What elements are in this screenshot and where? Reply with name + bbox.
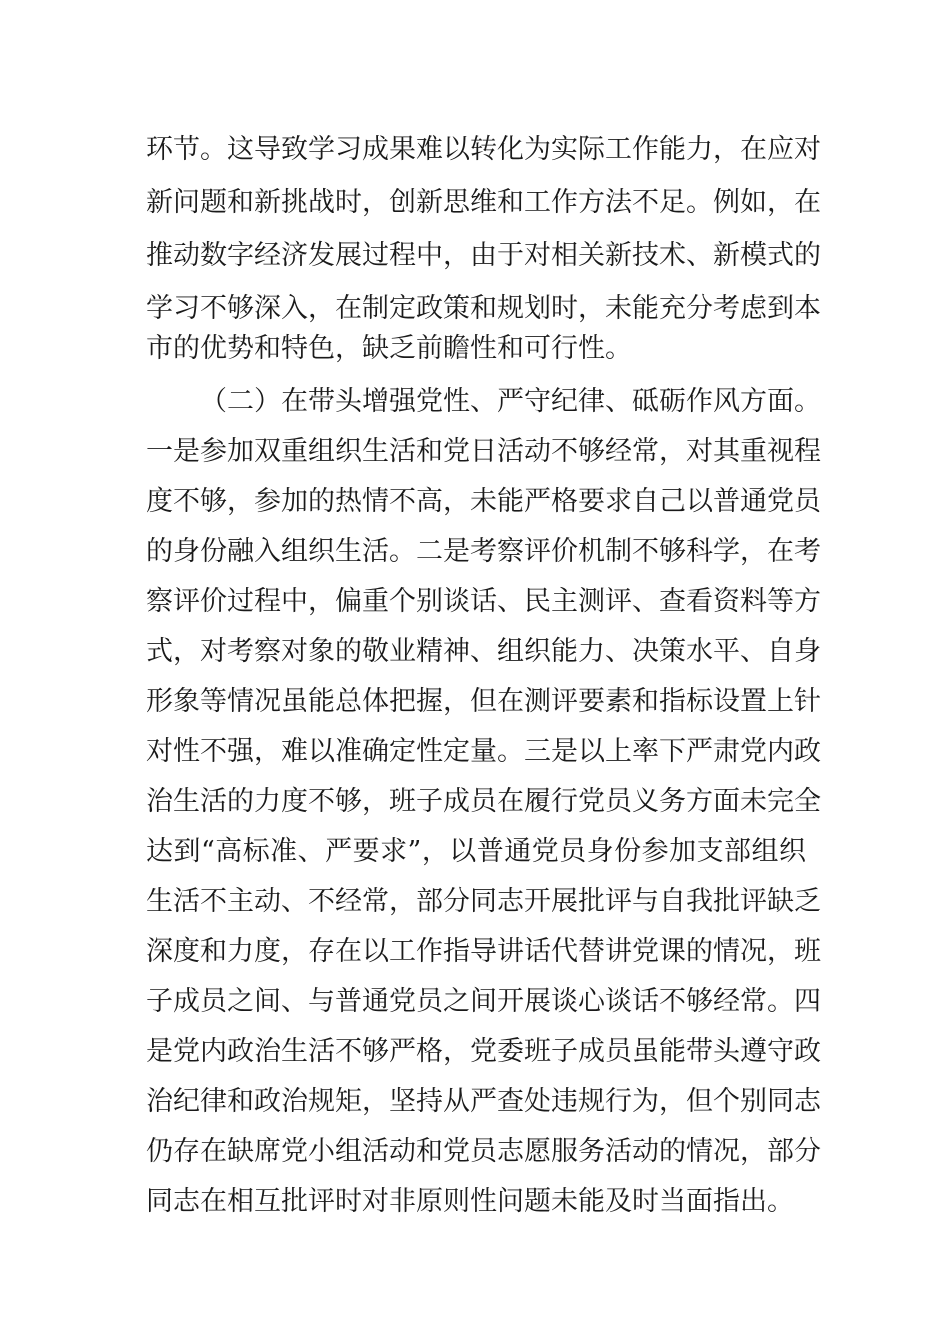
text-line: 治纪律和政治规矩，坚持从严查处违规行为，但个别同志: [146, 1086, 821, 1117]
text-line: 治生活的力度不够，班子成员在履行党员义务方面未完全: [146, 786, 821, 817]
text-line: 度不够，参加的热情不高，未能严格要求自己以普通党员: [146, 486, 821, 517]
section-heading: （二）在带头增强党性、严守纪律、砥砺作风方面。: [200, 386, 821, 417]
text-line: 达到“高标准、严要求”，以普通党员身份参加支部组织: [146, 836, 806, 867]
text-line: 市的优势和特色，缺乏前瞻性和可行性。: [146, 333, 632, 364]
text-line: 子成员之间、与普通党员之间开展谈心谈话不够经常。四: [146, 986, 821, 1017]
text-line: 仍存在缺席党小组活动和党员志愿服务活动的情况，部分: [146, 1136, 821, 1167]
text-line: 深度和力度，存在以工作指导讲话代替讲党课的情况，班: [146, 936, 821, 967]
text-line: 推动数字经济发展过程中，由于对相关新技术、新模式的: [146, 240, 821, 271]
text-line: 对性不强，难以准确定性定量。三是以上率下严肃党内政: [146, 736, 821, 767]
text-line: 新问题和新挑战时，创新思维和工作方法不足。例如，在: [146, 187, 821, 218]
text-line: 察评价过程中，偏重个别谈话、民主测评、查看资料等方: [146, 586, 821, 617]
text-line: 是党内政治生活不够严格，党委班子成员虽能带头遵守政: [146, 1036, 821, 1067]
text-line: 一是参加双重组织生活和党日活动不够经常，对其重视程: [146, 436, 821, 467]
text-line: 的身份融入组织生活。二是考察评价机制不够科学，在考: [146, 536, 821, 567]
text-line: 生活不主动、不经常，部分同志开展批评与自我批评缺乏: [146, 886, 821, 917]
text-line: 式，对考察对象的敬业精神、组织能力、决策水平、自身: [146, 636, 821, 667]
text-line: 学习不够深入，在制定政策和规划时，未能充分考虑到本: [146, 293, 821, 324]
text-line: 同志在相互批评时对非原则性问题未能及时当面指出。: [146, 1186, 794, 1217]
text-line: 形象等情况虽能总体把握，但在测评要素和指标设置上针: [146, 686, 821, 717]
text-line: 环节。这导致学习成果难以转化为实际工作能力，在应对: [146, 134, 821, 165]
